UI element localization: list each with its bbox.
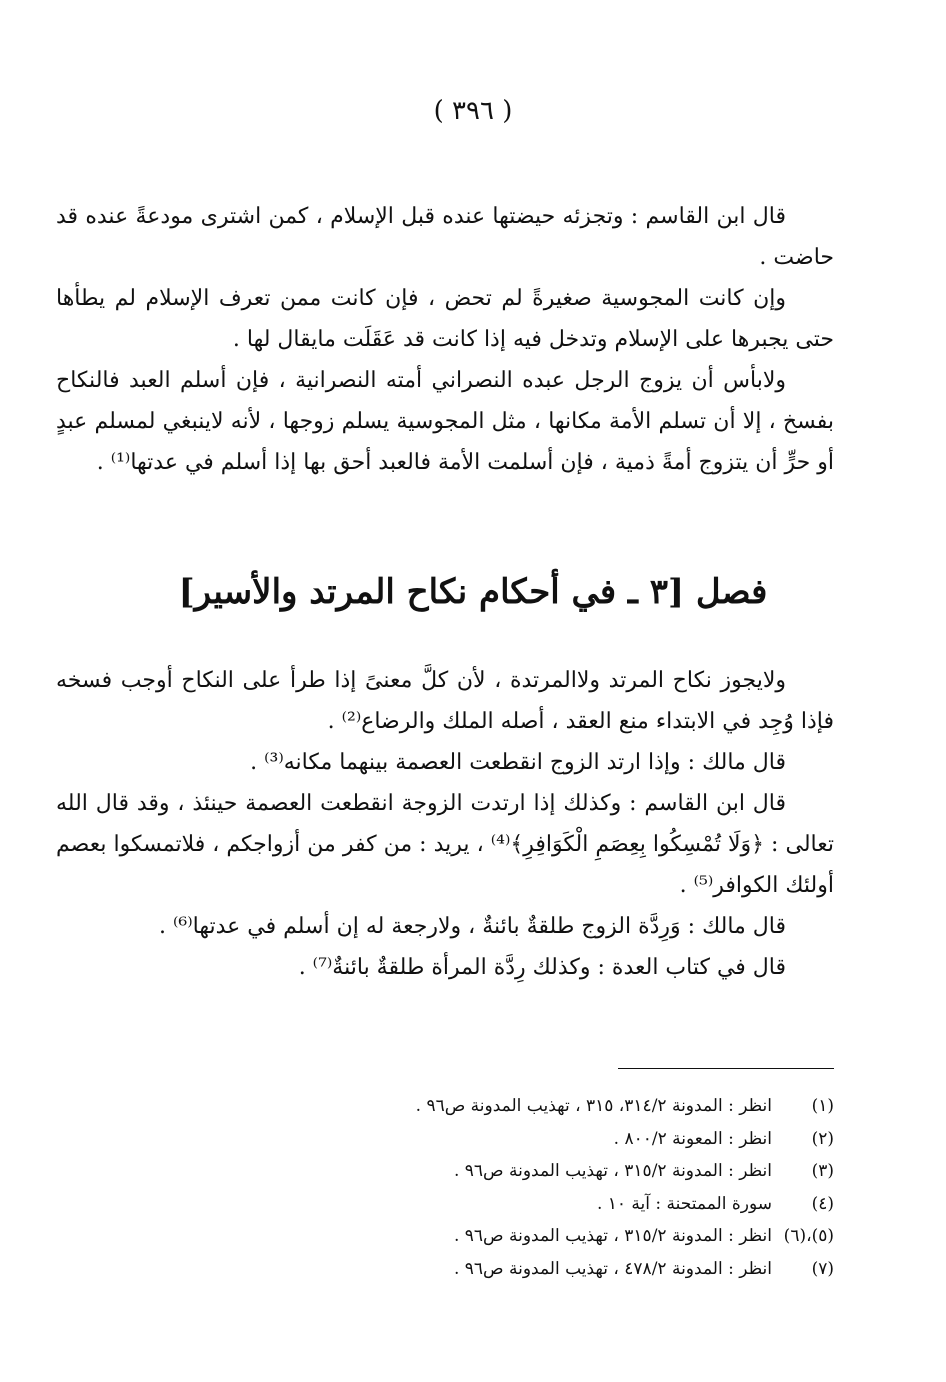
paragraph: وإن كانت المجوسية صغيرةً لم تحض ، فإن كانت ممن تعرف الإسلام لم يطأها حتى يجبرها على الإسلام وتدخل فيه إذا كانت قد عَقَلَت مايقال لها . <box>56 286 834 352</box>
paragraph: ولايجوز نكاح المرتد ولاالمرتدة ، لأن كلَّ معنىً إذا طرأ على النكاح أوجب فسخه فإذا وُجِد في الابتداء منع العقد ، أصله الملك والرضاع⁽²⁾ . <box>56 668 834 734</box>
paragraph: ولابأس أن يزوج الرجل عبده النصراني أمته النصرانية ، فإن أسلم العبد فالنكاح بفسخ ، إلا أن تسلم الأمة مكانها ، مثل المجوسية يسلم زوجها ، لأنه لاينبغي لمسلم عبدٍ أو حرٍّ أن يتزوج أمةً ذمية ، فإن أسلمت الأمة فالعبد أحق بها إذا أسلم في عدتها⁽¹⁾ . <box>56 368 834 475</box>
footnote-marker: (١) <box>811 1096 834 1116</box>
footnote-marker: (٤) <box>811 1193 834 1214</box>
page-number: ( ٣٩٦ ) <box>433 96 513 126</box>
footnote-marker: (٢) <box>811 1128 834 1149</box>
footnote <box>56 1155 834 1188</box>
footnote-text: سورة الممتحنة : آية ١٠ . <box>596 1193 772 1214</box>
paragraph: قال مالك : وَرِدَّة الزوج طلقةٌ بائنةٌ ، ولارجعة له إن أسلم في عدتها⁽⁶⁾ . <box>159 914 786 939</box>
section-heading: فصل [٣ ـ في أحكام نكاح المرتد والأسير] <box>178 572 768 612</box>
paragraph: قال ابن القاسم : وكذلك إذا ارتدت الزوجة انقطعت العصمة حينئذ ، وقد قال الله تعالى : ﴿وَلَا تُمْسِكُوا بِعِصَمِ الْكَوَافِرِ﴾⁽⁴⁾ ، يريد : من كفر من أزواجكم ، فلاتمسكوا بعصم أولئك الكوافر⁽⁵⁾ . <box>56 791 834 898</box>
footnote <box>56 1253 834 1286</box>
footnote-text: انظر : المعونة ٨٠٠/٢ . <box>613 1128 772 1149</box>
paragraph: قال ابن القاسم : وتجزئه حيضتها عنده قبل الإسلام ، كمن اشترى مودعةً عنده قد حاضت . <box>56 204 834 270</box>
footnote-marker: (٧) <box>811 1258 834 1279</box>
footnote-marker: (٥)،(٦) <box>783 1226 834 1246</box>
paragraph: قال مالك : وإذا ارتد الزوج انقطعت العصمة بينهما مكانه⁽³⁾ . <box>250 750 786 775</box>
footnote-text: انظر : المدونة ٣١٥/٢ ، تهذيب المدونة ص٩٦ . <box>453 1161 772 1181</box>
footnote-text: انظر : المدونة ٣١٤/٢، ٣١٥ ، تهذيب المدونة ص٩٦ . <box>415 1096 772 1116</box>
footnote-text: انظر : المدونة ٣١٥/٢ ، تهذيب المدونة ص٩٦ . <box>453 1226 772 1246</box>
footnotes <box>56 1090 834 1285</box>
footnote <box>56 1123 834 1156</box>
footnote <box>56 1188 834 1221</box>
footnote <box>56 1220 834 1253</box>
body-text-section-2 <box>56 660 834 988</box>
body-text-section-1 <box>56 196 834 483</box>
footnote-separator <box>618 1068 834 1069</box>
paragraph: قال في كتاب العدة : وكذلك رِدَّة المرأة طلقةٌ بائنةٌ⁽⁷⁾ . <box>298 955 786 980</box>
footnote-marker: (٣) <box>811 1161 834 1181</box>
footnote <box>56 1090 834 1123</box>
footnote-text: انظر : المدونة ٤٧٨/٢ ، تهذيب المدونة ص٩٦ . <box>453 1258 772 1279</box>
